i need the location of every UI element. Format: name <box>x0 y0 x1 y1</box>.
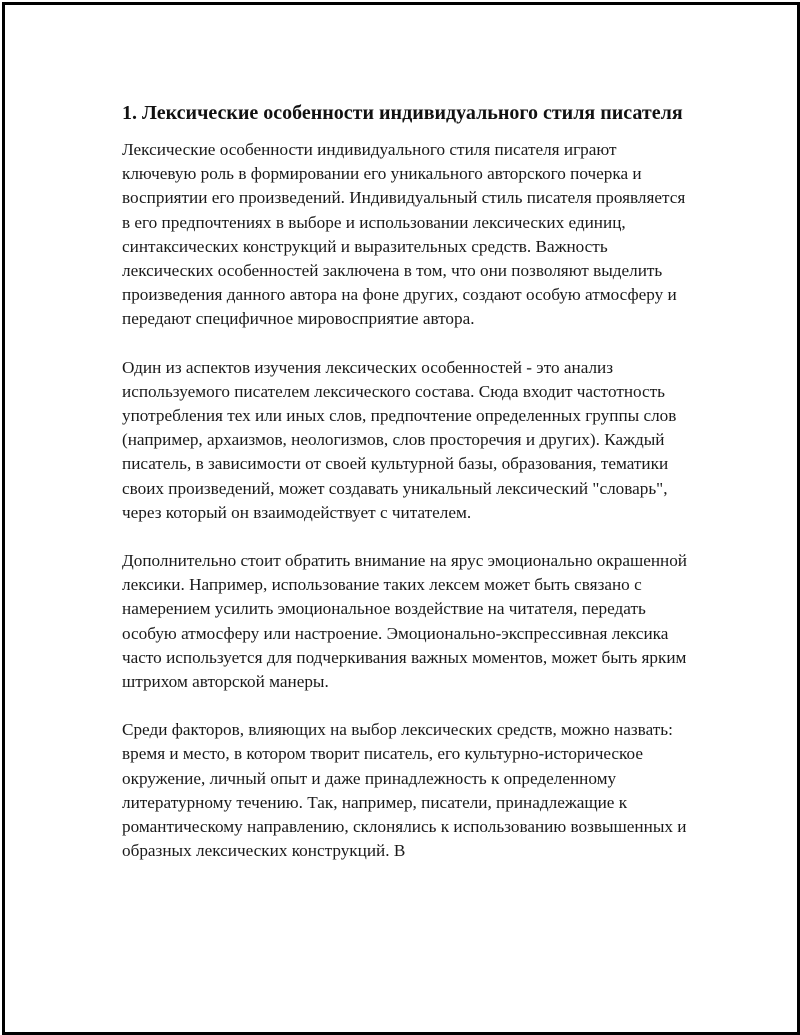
document-page <box>2 2 800 1035</box>
paragraph-4: Среди факторов, влияющих на выбор лексических средств, можно назвать: время и место, в котором творит писатель, его культурно-историческое окружение, личный опыт и даже принадлежность к определенному литературному течению. Так, например, писатели, принадлежащие к романтическому направлению, склонялись к использованию возвышенных и образных лексических конструкций. В <box>122 720 687 861</box>
document-body <box>122 100 688 887</box>
paragraph-2: Один из аспектов изучения лексических особенностей - это анализ используемого писателем лексического состава. Сюда входит частотность употребления тех или иных слов, предпочтение определенных группы слов (например, архаизмов, неологизмов, слов просторечия и других). Каждый писатель, в зависимости от своей культурной базы, образования, тематики своих произведений, может создавать уникальный лексический "словарь", через который он взаимодействует с читателем. <box>122 357 677 522</box>
section-heading: 1. Лексические особенности индивидуального стиля писателя <box>122 102 683 124</box>
paragraph-1: Лексические особенности индивидуального стиля писателя играют ключевую роль в формировании его уникального авторского почерка и восприятии его произведений. Индивидуальный стиль писателя проявляется в его предпочтениях в выборе и использовании лексических единиц, синтаксических конструкций и выразительных средств. Важность лексических особенностей заключена в том, что они позволяют выделить произведения данного автора на фоне других, создают особую атмосферу и передают специфичное мировосприятие автора. <box>122 140 686 329</box>
paragraph-3: Дополнительно стоит обратить внимание на ярус эмоционально окрашенной лексики. Например, использование таких лексем может быть связано с намерением усилить эмоциональное воздействие на читателя, передать особую атмосферу или настроение. Эмоционально-экспрессивная лексика часто используется для подчеркивания важных моментов, может быть ярким штрихом авторской манеры. <box>122 551 688 692</box>
